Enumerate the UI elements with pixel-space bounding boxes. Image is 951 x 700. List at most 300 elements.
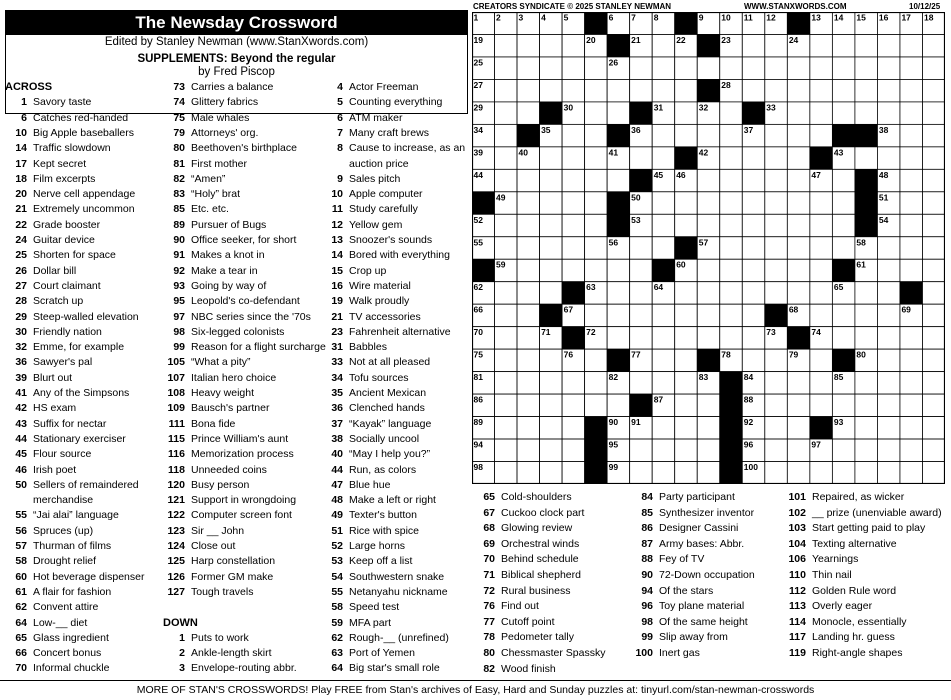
grid-cell[interactable] xyxy=(652,304,675,326)
grid-cell[interactable] xyxy=(855,462,878,484)
grid-cell[interactable] xyxy=(607,304,630,326)
grid-cell[interactable] xyxy=(900,192,923,214)
grid-cell[interactable] xyxy=(652,124,675,146)
grid-cell[interactable] xyxy=(810,237,833,259)
grid-cell[interactable] xyxy=(832,57,855,79)
grid-cell[interactable] xyxy=(810,34,833,56)
grid-cell[interactable] xyxy=(787,394,810,416)
grid-cell[interactable] xyxy=(517,349,540,371)
grid-cell[interactable] xyxy=(855,304,878,326)
grid-cell[interactable] xyxy=(855,327,878,349)
grid-cell[interactable] xyxy=(900,214,923,236)
grid-cell[interactable] xyxy=(675,417,698,439)
grid-cell[interactable] xyxy=(922,372,945,394)
grid-cell[interactable] xyxy=(585,147,608,169)
grid-cell[interactable] xyxy=(517,462,540,484)
grid-cell[interactable] xyxy=(540,214,563,236)
grid-cell[interactable] xyxy=(855,394,878,416)
grid-cell[interactable] xyxy=(765,147,788,169)
grid-cell[interactable] xyxy=(765,417,788,439)
grid-cell[interactable] xyxy=(517,282,540,304)
grid-cell[interactable] xyxy=(607,102,630,124)
grid-cell[interactable] xyxy=(675,79,698,101)
grid-cell[interactable] xyxy=(675,394,698,416)
grid-cell[interactable] xyxy=(562,214,585,236)
grid-cell[interactable] xyxy=(922,417,945,439)
grid-cell[interactable] xyxy=(517,394,540,416)
grid-cell[interactable] xyxy=(855,372,878,394)
grid-cell[interactable] xyxy=(810,214,833,236)
grid-cell[interactable] xyxy=(855,34,878,56)
grid-cell[interactable] xyxy=(877,417,900,439)
grid-cell[interactable] xyxy=(607,79,630,101)
grid-cell[interactable] xyxy=(720,57,743,79)
grid-cell[interactable] xyxy=(720,259,743,281)
grid-cell[interactable] xyxy=(495,439,518,461)
grid-cell[interactable] xyxy=(495,372,518,394)
grid-cell[interactable] xyxy=(675,282,698,304)
grid-cell[interactable] xyxy=(607,394,630,416)
grid-cell[interactable] xyxy=(517,169,540,191)
grid-cell[interactable] xyxy=(630,57,653,79)
grid-cell[interactable] xyxy=(877,237,900,259)
grid-cell[interactable] xyxy=(652,192,675,214)
grid-cell[interactable] xyxy=(697,259,720,281)
grid-cell[interactable] xyxy=(855,147,878,169)
grid-cell[interactable] xyxy=(495,124,518,146)
grid-cell[interactable] xyxy=(585,372,608,394)
grid-cell[interactable] xyxy=(652,327,675,349)
grid-cell[interactable] xyxy=(900,439,923,461)
grid-cell[interactable] xyxy=(517,439,540,461)
grid-cell[interactable] xyxy=(900,394,923,416)
grid-cell[interactable] xyxy=(517,192,540,214)
grid-cell[interactable] xyxy=(517,259,540,281)
grid-cell[interactable] xyxy=(675,57,698,79)
grid-cell[interactable] xyxy=(495,102,518,124)
grid-cell[interactable] xyxy=(922,79,945,101)
grid-cell[interactable] xyxy=(922,57,945,79)
grid-cell[interactable] xyxy=(877,372,900,394)
grid-cell[interactable] xyxy=(900,372,923,394)
grid-cell[interactable] xyxy=(877,79,900,101)
grid-cell[interactable] xyxy=(877,34,900,56)
grid-cell[interactable] xyxy=(562,259,585,281)
grid-cell[interactable] xyxy=(562,439,585,461)
grid-cell[interactable] xyxy=(922,169,945,191)
grid-cell[interactable] xyxy=(652,439,675,461)
grid-cell[interactable] xyxy=(495,462,518,484)
grid-cell[interactable] xyxy=(562,394,585,416)
grid-cell[interactable] xyxy=(765,372,788,394)
grid-cell[interactable] xyxy=(765,439,788,461)
grid-cell[interactable] xyxy=(900,147,923,169)
grid-cell[interactable] xyxy=(540,349,563,371)
grid-cell[interactable] xyxy=(697,169,720,191)
grid-cell[interactable] xyxy=(585,102,608,124)
grid-cell[interactable] xyxy=(562,34,585,56)
grid-cell[interactable] xyxy=(832,192,855,214)
grid-cell[interactable] xyxy=(742,57,765,79)
grid-cell[interactable] xyxy=(585,57,608,79)
grid-cell[interactable] xyxy=(877,147,900,169)
grid-cell[interactable] xyxy=(742,349,765,371)
grid-cell[interactable] xyxy=(787,417,810,439)
grid-cell[interactable] xyxy=(562,79,585,101)
grid-cell[interactable] xyxy=(877,462,900,484)
grid-cell[interactable] xyxy=(517,57,540,79)
grid-cell[interactable] xyxy=(562,169,585,191)
grid-cell[interactable] xyxy=(855,102,878,124)
grid-cell[interactable] xyxy=(787,462,810,484)
grid-cell[interactable] xyxy=(630,282,653,304)
grid-cell[interactable] xyxy=(675,439,698,461)
grid-cell[interactable] xyxy=(652,237,675,259)
grid-cell[interactable] xyxy=(720,327,743,349)
grid-cell[interactable] xyxy=(922,214,945,236)
grid-cell[interactable] xyxy=(540,237,563,259)
grid-cell[interactable] xyxy=(540,282,563,304)
grid-cell[interactable] xyxy=(922,304,945,326)
grid-cell[interactable] xyxy=(855,79,878,101)
grid-cell[interactable] xyxy=(922,102,945,124)
grid-cell[interactable] xyxy=(495,169,518,191)
grid-cell[interactable] xyxy=(652,349,675,371)
grid-cell[interactable] xyxy=(922,192,945,214)
grid-cell[interactable] xyxy=(900,79,923,101)
grid-cell[interactable] xyxy=(495,349,518,371)
grid-cell[interactable] xyxy=(562,417,585,439)
grid-cell[interactable] xyxy=(765,169,788,191)
grid-cell[interactable] xyxy=(832,169,855,191)
grid-cell[interactable] xyxy=(900,102,923,124)
grid-cell[interactable] xyxy=(495,394,518,416)
grid-cell[interactable] xyxy=(742,327,765,349)
grid-cell[interactable] xyxy=(697,439,720,461)
grid-cell[interactable] xyxy=(900,57,923,79)
grid-cell[interactable] xyxy=(652,462,675,484)
grid-cell[interactable] xyxy=(517,102,540,124)
grid-cell[interactable] xyxy=(652,417,675,439)
grid-cell[interactable] xyxy=(540,394,563,416)
grid-cell[interactable] xyxy=(540,147,563,169)
grid-cell[interactable] xyxy=(495,237,518,259)
grid-cell[interactable] xyxy=(585,259,608,281)
grid-cell[interactable] xyxy=(787,147,810,169)
grid-cell[interactable] xyxy=(810,102,833,124)
grid-cell[interactable] xyxy=(697,57,720,79)
grid-cell[interactable] xyxy=(517,417,540,439)
grid-cell[interactable] xyxy=(765,394,788,416)
grid-cell[interactable] xyxy=(675,349,698,371)
grid-cell[interactable] xyxy=(585,192,608,214)
grid-cell[interactable] xyxy=(855,57,878,79)
grid-cell[interactable] xyxy=(765,214,788,236)
grid-cell[interactable] xyxy=(540,372,563,394)
grid-cell[interactable] xyxy=(697,417,720,439)
grid-cell[interactable] xyxy=(742,34,765,56)
grid-cell[interactable] xyxy=(900,462,923,484)
grid-cell[interactable] xyxy=(877,282,900,304)
grid-cell[interactable] xyxy=(630,462,653,484)
grid-cell[interactable] xyxy=(540,169,563,191)
grid-cell[interactable] xyxy=(720,147,743,169)
grid-cell[interactable] xyxy=(922,439,945,461)
grid-cell[interactable] xyxy=(720,214,743,236)
grid-cell[interactable] xyxy=(652,79,675,101)
grid-cell[interactable] xyxy=(832,394,855,416)
grid-cell[interactable] xyxy=(832,462,855,484)
grid-cell[interactable] xyxy=(720,102,743,124)
grid-cell[interactable] xyxy=(652,57,675,79)
grid-cell[interactable] xyxy=(607,282,630,304)
grid-cell[interactable] xyxy=(787,57,810,79)
grid-cell[interactable] xyxy=(697,124,720,146)
grid-cell[interactable] xyxy=(787,237,810,259)
grid-cell[interactable] xyxy=(900,327,923,349)
grid-cell[interactable] xyxy=(540,439,563,461)
grid-cell[interactable] xyxy=(742,169,765,191)
grid-cell[interactable] xyxy=(787,439,810,461)
grid-block xyxy=(720,417,743,439)
grid-cell[interactable] xyxy=(832,327,855,349)
grid-cell[interactable] xyxy=(517,372,540,394)
grid-cell[interactable] xyxy=(922,394,945,416)
grid-cell[interactable] xyxy=(607,169,630,191)
grid-cell[interactable] xyxy=(900,124,923,146)
grid-cell[interactable] xyxy=(585,214,608,236)
grid-cell[interactable] xyxy=(832,304,855,326)
grid-cell[interactable] xyxy=(900,34,923,56)
grid-cell[interactable] xyxy=(675,214,698,236)
grid-cell[interactable] xyxy=(562,462,585,484)
grid-cell[interactable] xyxy=(585,304,608,326)
grid-cell[interactable] xyxy=(742,237,765,259)
grid-cell[interactable] xyxy=(697,304,720,326)
grid-cell[interactable] xyxy=(562,237,585,259)
grid-cell[interactable] xyxy=(630,304,653,326)
grid-cell[interactable] xyxy=(540,192,563,214)
grid-cell[interactable] xyxy=(652,214,675,236)
grid-cell[interactable] xyxy=(630,237,653,259)
grid-cell[interactable] xyxy=(765,462,788,484)
grid-cell[interactable] xyxy=(742,259,765,281)
grid-cell[interactable] xyxy=(855,417,878,439)
grid-cell[interactable] xyxy=(742,282,765,304)
grid-cell[interactable] xyxy=(787,282,810,304)
grid-cell[interactable] xyxy=(562,372,585,394)
grid-cell[interactable] xyxy=(675,192,698,214)
grid-cell[interactable] xyxy=(675,304,698,326)
grid-cell[interactable] xyxy=(832,79,855,101)
grid-cell[interactable] xyxy=(855,439,878,461)
grid-cell[interactable] xyxy=(517,237,540,259)
grid-cell[interactable] xyxy=(675,372,698,394)
grid-cell[interactable] xyxy=(517,34,540,56)
grid-cell[interactable] xyxy=(922,327,945,349)
grid-cell[interactable] xyxy=(832,102,855,124)
grid-cell[interactable] xyxy=(900,417,923,439)
grid-cell[interactable] xyxy=(675,327,698,349)
grid-cell[interactable] xyxy=(877,259,900,281)
grid-cell[interactable] xyxy=(517,214,540,236)
grid-cell[interactable] xyxy=(877,304,900,326)
grid-cell[interactable] xyxy=(720,282,743,304)
grid-cell[interactable] xyxy=(922,462,945,484)
grid-cell[interactable] xyxy=(787,79,810,101)
grid-cell[interactable] xyxy=(855,282,878,304)
grid-cell[interactable] xyxy=(922,34,945,56)
grid-cell[interactable] xyxy=(810,394,833,416)
grid-cell[interactable] xyxy=(765,79,788,101)
grid-cell[interactable] xyxy=(720,304,743,326)
grid-cell[interactable] xyxy=(900,259,923,281)
grid-cell[interactable] xyxy=(765,237,788,259)
grid-cell[interactable] xyxy=(652,34,675,56)
grid-cell[interactable] xyxy=(652,147,675,169)
grid-cell[interactable] xyxy=(495,282,518,304)
grid-cell[interactable] xyxy=(787,124,810,146)
grid-cell[interactable] xyxy=(787,259,810,281)
grid-cell[interactable] xyxy=(787,372,810,394)
grid-cell[interactable] xyxy=(810,372,833,394)
grid-cell[interactable] xyxy=(697,214,720,236)
grid-cell[interactable] xyxy=(495,327,518,349)
grid-cell[interactable] xyxy=(585,349,608,371)
grid-cell[interactable] xyxy=(720,237,743,259)
grid-cell[interactable] xyxy=(697,327,720,349)
grid-cell[interactable] xyxy=(562,124,585,146)
grid-cell[interactable] xyxy=(585,394,608,416)
grid-cell[interactable] xyxy=(495,57,518,79)
grid-cell[interactable] xyxy=(607,259,630,281)
grid-cell[interactable] xyxy=(877,394,900,416)
grid-cell[interactable] xyxy=(652,372,675,394)
grid-cell[interactable] xyxy=(900,169,923,191)
grid-cell[interactable] xyxy=(765,57,788,79)
grid-cell[interactable] xyxy=(630,327,653,349)
grid-cell[interactable] xyxy=(765,349,788,371)
grid-cell[interactable] xyxy=(562,57,585,79)
grid-cell[interactable] xyxy=(765,259,788,281)
grid-cell[interactable] xyxy=(495,304,518,326)
grid-cell[interactable] xyxy=(495,214,518,236)
grid-cell[interactable] xyxy=(877,439,900,461)
grid-cell[interactable] xyxy=(832,214,855,236)
grid-cell[interactable] xyxy=(540,417,563,439)
grid-cell[interactable] xyxy=(540,57,563,79)
grid-cell[interactable] xyxy=(495,79,518,101)
grid-cell[interactable] xyxy=(765,124,788,146)
grid-cell[interactable] xyxy=(630,147,653,169)
grid-cell[interactable] xyxy=(877,327,900,349)
grid-cell[interactable] xyxy=(697,282,720,304)
grid-cell[interactable] xyxy=(810,259,833,281)
grid-cell[interactable] xyxy=(562,192,585,214)
crossword-grid[interactable] xyxy=(472,12,945,484)
grid-svg[interactable] xyxy=(472,12,945,484)
grid-cell[interactable] xyxy=(922,282,945,304)
grid-cell[interactable] xyxy=(742,304,765,326)
grid-cell[interactable] xyxy=(630,259,653,281)
grid-cell[interactable] xyxy=(922,124,945,146)
grid-cell[interactable] xyxy=(810,282,833,304)
grid-cell[interactable] xyxy=(517,304,540,326)
grid-cell[interactable] xyxy=(810,57,833,79)
grid-cell[interactable] xyxy=(697,462,720,484)
grid-cell[interactable] xyxy=(495,417,518,439)
grid-cell[interactable] xyxy=(495,147,518,169)
grid-cell[interactable] xyxy=(675,124,698,146)
grid-cell[interactable] xyxy=(922,237,945,259)
grid-cell[interactable] xyxy=(832,34,855,56)
grid-cell[interactable] xyxy=(540,34,563,56)
grid-cell[interactable] xyxy=(540,462,563,484)
grid-cell[interactable] xyxy=(585,237,608,259)
grid-cell[interactable] xyxy=(810,192,833,214)
grid-cell[interactable] xyxy=(832,237,855,259)
grid-cell[interactable] xyxy=(810,79,833,101)
grid-cell[interactable] xyxy=(765,34,788,56)
grid-cell[interactable] xyxy=(540,79,563,101)
grid-cell[interactable] xyxy=(495,34,518,56)
grid-cell[interactable] xyxy=(630,372,653,394)
grid-cell[interactable] xyxy=(787,102,810,124)
grid-cell[interactable] xyxy=(697,394,720,416)
grid-cell[interactable] xyxy=(900,237,923,259)
grid-cell[interactable] xyxy=(742,147,765,169)
grid-cell[interactable] xyxy=(877,349,900,371)
grid-cell[interactable] xyxy=(630,79,653,101)
grid-cell[interactable] xyxy=(787,192,810,214)
grid-cell[interactable] xyxy=(517,327,540,349)
grid-cell[interactable] xyxy=(810,349,833,371)
grid-cell[interactable] xyxy=(540,259,563,281)
clue-number: 16 xyxy=(331,279,343,292)
grid-cell[interactable] xyxy=(720,192,743,214)
grid-cell[interactable] xyxy=(607,327,630,349)
grid-cell[interactable] xyxy=(832,439,855,461)
grid-cell[interactable] xyxy=(810,462,833,484)
grid-cell[interactable] xyxy=(630,439,653,461)
grid-cell[interactable] xyxy=(675,102,698,124)
grid-cell[interactable] xyxy=(765,282,788,304)
grid-cell[interactable] xyxy=(562,147,585,169)
grid-cell[interactable] xyxy=(787,169,810,191)
grid-cell[interactable] xyxy=(742,214,765,236)
grid-cell[interactable] xyxy=(585,79,608,101)
grid-cell[interactable] xyxy=(922,259,945,281)
grid-cell[interactable] xyxy=(697,192,720,214)
grid-cell[interactable] xyxy=(742,79,765,101)
grid-cell[interactable] xyxy=(810,124,833,146)
grid-cell[interactable] xyxy=(877,57,900,79)
grid-cell[interactable] xyxy=(742,192,765,214)
grid-cell[interactable] xyxy=(585,124,608,146)
grid-cell[interactable] xyxy=(922,147,945,169)
grid-cell[interactable] xyxy=(675,462,698,484)
grid-cell[interactable] xyxy=(877,102,900,124)
grid-cell[interactable] xyxy=(922,349,945,371)
grid-cell[interactable] xyxy=(900,349,923,371)
grid-cell[interactable] xyxy=(810,304,833,326)
grid-cell[interactable] xyxy=(585,169,608,191)
grid-cell[interactable] xyxy=(720,124,743,146)
grid-cell[interactable] xyxy=(765,192,788,214)
grid-cell[interactable] xyxy=(720,169,743,191)
grid-cell[interactable] xyxy=(787,214,810,236)
grid-cell[interactable] xyxy=(517,79,540,101)
